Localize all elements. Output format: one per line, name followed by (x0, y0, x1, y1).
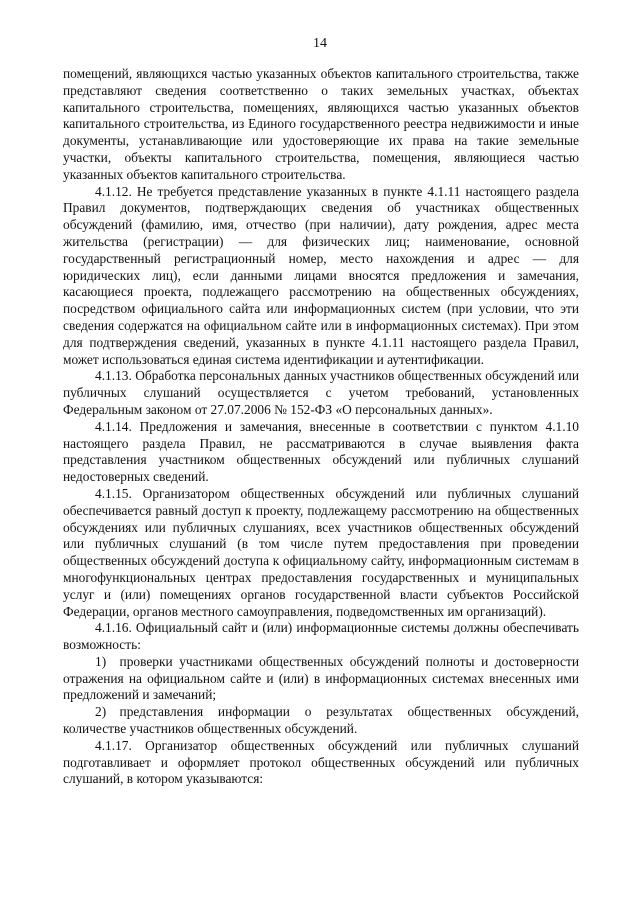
list-item-2: 2) представления информации о результатах общественных обсуждений, количестве участников общественных обсуждений. (63, 704, 579, 737)
paragraph-4-1-14: 4.1.14. Предложения и замечания, внесенные в соответствии с пунктом 4.1.10 настоящего раздела Правил, не рассматриваются в случае выявления факта представления участником общественных обсуждений или публичных слушаний недостоверных сведений. (63, 418, 579, 485)
paragraph-continuation: помещений, являющихся частью указанных объектов капитального строительства, также представляют сведения соответственно о таких земельных участках, объектах капитального строительства, помещениях, являющихся частью указанных объектов капитального строительства, из Единого государственного реестра недвижимости и иные документы, устанавливающие или удостоверяющие их права на такие земельные участки, объекты капитального строительства, помещения, являющиеся частью указанных объектов капитального строительства. (63, 66, 579, 182)
paragraph-4-1-12: 4.1.12. Не требуется представление указанных в пункте 4.1.11 настоящего раздела Правил документов, подтверждающих сведения об участниках общественных обсуждений (фамилию, имя, отчество (при наличии), дату рождения, адрес места жительства (регистрации) — для физических лиц; наименование, основной государственный регистрационный номер, место нахождения и адрес — для юридических лиц), если данными лицами вносятся предложения и замечания, касающиеся проекта, подлежащего рассмотрению на общественных обсуждениях, посредством официального сайта или информационных систем (при условии, что эти сведения содержатся на официальном сайте или в информационных системах). При этом для подтверждения сведений, указанных в пункте 4.1.11 настоящего раздела Правил, может использоваться единая система идентификации и аутентификации. (63, 183, 579, 367)
page-number: 14 (313, 36, 327, 51)
paragraph-4-1-16: 4.1.16. Официальный сайт и (или) информационные системы должны обеспечивать возможность: (63, 620, 579, 653)
paragraph-4-1-13: 4.1.13. Обработка персональных данных участников общественных обсуждений или публичных слушаний осуществляется с учетом требований, установленных Федеральным законом от 27.07.2006 № 152-ФЗ «О персональных данных». (63, 368, 579, 417)
paragraph-4-1-15: 4.1.15. Организатором общественных обсуждений или публичных слушаний обеспечивается равный доступ к проекту, подлежащему рассмотрению на общественных обсуждениях или публичных слушаниях, всех участников общественных обсуждений или публичных слушаний (в том числе путем предоставления при проведении общественных обсуждений доступа к официальному сайту, информационным системам в многофункциональных центрах предоставления государственных и муниципальных услуг и (или) помещениях органов государственной власти субъектов Российской Федерации, органов местного самоуправления, подведомственных им организаций). (63, 485, 579, 619)
list-item-1: 1) проверки участниками общественных обсуждений полноты и достоверности отражения на официальном сайте и (или) в информационных системах внесенных ими предложений и замечаний; (63, 653, 579, 703)
paragraph-4-1-17: 4.1.17. Организатор общественных обсуждений или публичных слушаний подготавливает и оформляет протокол общественных обсуждений или публичных слушаний, в котором указываются: (63, 737, 579, 787)
document-body (63, 66, 579, 788)
